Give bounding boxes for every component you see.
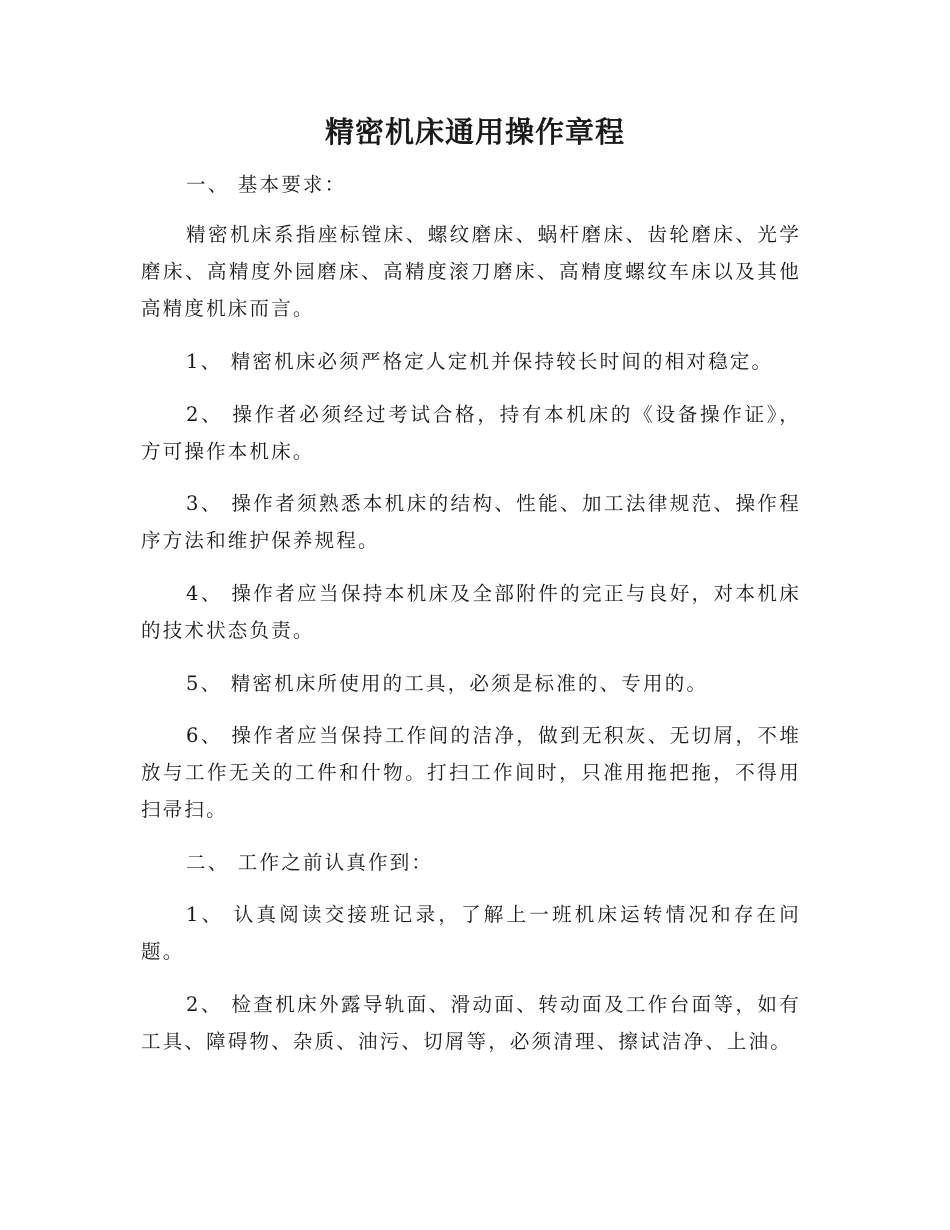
section-heading-before-work: 二、 工作之前认真作到： (186, 851, 434, 874)
section2-item-1: 1、 认真阅读交接班记录，了解上一班机床运转情况和存在问题。 (141, 903, 801, 963)
document-title: 精密机床通用操作章程 (324, 115, 625, 149)
section1-item-6: 6、 操作者应当保持工作间的洁净，做到无积灰、无切屑，不堆放与工作无关的工件和什物。打扫工作间时，只准用拖把拖，不得用扫帚扫。 (141, 724, 801, 821)
intro-paragraph: 精密机床系指座标镗床、螺纹磨床、蜗杆磨床、齿轮磨床、光学磨床、高精度外园磨床、高精度滚刀磨床、高精度螺纹车床以及其他高精度机床而言。 (141, 223, 801, 320)
section1-item-4: 4、 操作者应当保持本机床及全部附件的完正与良好，对本机床的技术状态负责。 (141, 582, 801, 642)
section1-item-3: 3、 操作者须熟悉本机床的结构、性能、加工法律规范、操作程序方法和维护保养规程。 (141, 492, 801, 552)
section1-item-5: 5、 精密机床所使用的工具，必须是标准的、专用的。 (186, 672, 709, 695)
section-heading-basic-requirements: 一、 基本要求： (186, 173, 347, 196)
section1-item-2: 2、 操作者必须经过考试合格，持有本机床的《设备操作证》，方可操作本机床。 (141, 403, 801, 463)
section2-item-2: 2、 检查机床外露导轨面、滑动面、转动面及工作台面等，如有工具、障碍物、杂质、油污、切屑等，必须清理、擦试洁净、上油。 (141, 993, 801, 1053)
section1-item-1: 1、 精密机床必须严格定人定机并保持较长时间的相对稳定。 (186, 350, 774, 373)
